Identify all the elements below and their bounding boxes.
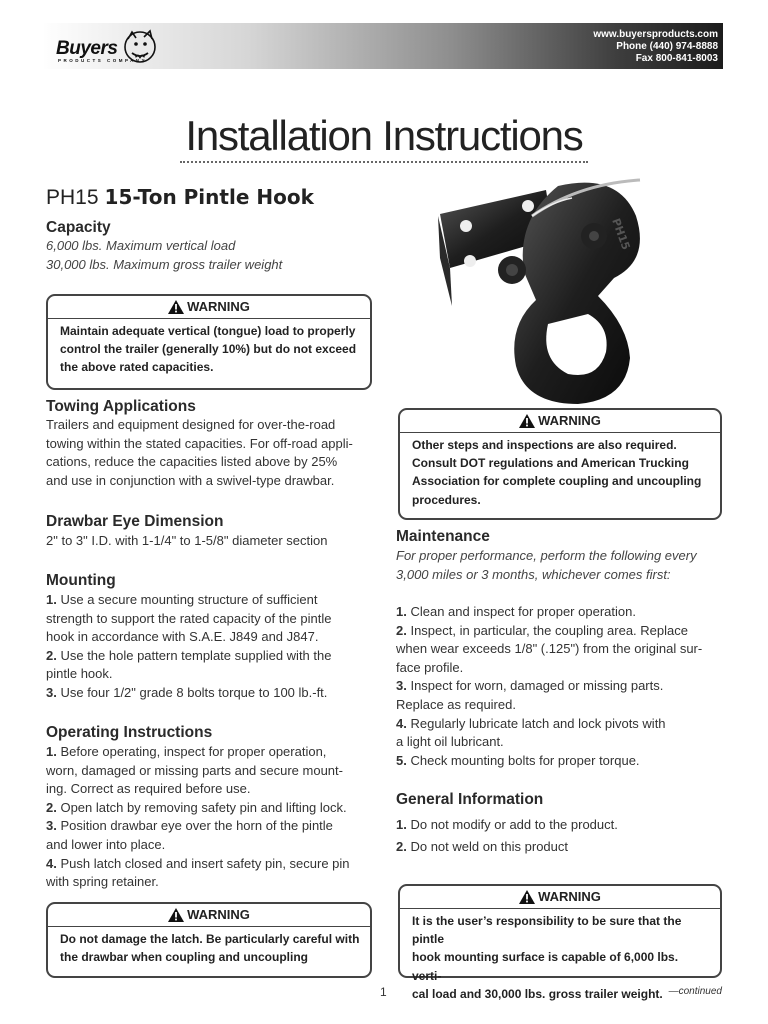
warning-box-latch <box>46 902 372 978</box>
warning-header <box>400 886 720 909</box>
warning-line: Consult DOT regulations and American Trucking <box>412 456 689 471</box>
list-item-line: face profile. <box>396 659 464 675</box>
page-number: 1 <box>380 985 387 999</box>
warning-line: It is the user’s responsibility to be sure that the pintle <box>412 914 682 947</box>
towing-line: towing within the stated capacities. For off-road appli- <box>46 435 353 451</box>
list-item: 1. Do not modify or add to the product. <box>396 817 618 832</box>
contact-info <box>593 29 718 65</box>
model-code: PH15 <box>46 186 99 209</box>
pintle-hook-photo <box>428 176 688 408</box>
phone-number: Phone (440) 974-8888 <box>616 41 718 52</box>
warning-line: cal load and 30,000 lbs. gross trailer weight. <box>412 986 663 1001</box>
operating-heading: Operating Instructions <box>46 724 213 741</box>
list-item-line: strength to support the rated capacity of the pintle <box>46 610 332 626</box>
towing-text <box>46 416 353 490</box>
list-item-line: and lower into place. <box>46 836 166 852</box>
list-item: 1. Use a secure mounting structure of sufficient <box>46 592 318 607</box>
maintenance-intro <box>396 547 697 584</box>
warning-label: WARNING <box>187 907 250 922</box>
warning-line: Maintain adequate vertical (tongue) load to properly <box>60 324 356 338</box>
warning-triangle-icon <box>519 414 535 428</box>
warning-header <box>48 296 370 319</box>
drawbar-text: 2" to 3" I.D. with 1-1/4" to 1-5/8" diameter section <box>46 533 328 548</box>
logo-subtext: PRODUCTS COMPANY <box>58 58 148 63</box>
list-item-line: ing. Correct as required before use. <box>46 781 251 797</box>
list-item: 4. Regularly lubricate latch and lock pivots with <box>396 715 666 731</box>
fax-number: Fax 800-841-8003 <box>635 53 718 64</box>
warning-triangle-icon <box>519 890 535 904</box>
warning-line: control the trailer (generally 10%) but do not exceed <box>60 342 357 357</box>
warning-text <box>48 927 370 970</box>
warning-line: hook mounting surface is capable of 6,000 lbs. verti- <box>412 950 679 983</box>
towing-line: and use in conjunction with a swivel-type drawbar. <box>46 472 335 488</box>
warning-header <box>48 904 370 927</box>
towing-line: cations, reduce the capacities listed above by 25% <box>46 454 338 470</box>
list-item: 3. Position drawbar eye over the horn of the pintle <box>46 818 333 834</box>
maintenance-steps <box>396 603 702 770</box>
mounting-heading: Mounting <box>46 572 116 589</box>
list-item: 3. Inspect for worn, damaged or missing parts. <box>396 678 664 694</box>
warning-triangle-icon <box>168 300 184 314</box>
operating-steps <box>46 743 350 892</box>
list-item-line: Replace as required. <box>396 696 516 712</box>
list-item: 2. Do not weld on this product <box>396 838 569 854</box>
logo-text: Buyers <box>56 38 118 59</box>
warning-triangle-icon <box>168 908 184 922</box>
capacity-line: 6,000 lbs. Maximum vertical load <box>46 238 236 253</box>
list-item-line: with spring retainer. <box>46 874 159 890</box>
warning-text <box>48 319 370 381</box>
maintenance-heading: Maintenance <box>396 528 490 545</box>
model-line <box>46 185 314 210</box>
warning-line: the above rated capacities. <box>60 360 214 375</box>
list-item-line: when wear exceeds 1/8" (.125") from the original sur- <box>396 641 703 657</box>
towing-heading: Towing Applications <box>46 398 196 415</box>
list-item-line: hook in accordance with S.A.E. J849 and J847. <box>46 629 319 645</box>
warning-header <box>400 410 720 433</box>
warning-text <box>400 433 720 513</box>
continued-label: —continued <box>668 986 722 997</box>
list-item: 2. Use the hole pattern template supplied with the <box>46 647 332 663</box>
model-name: 15-Ton Pintle Hook <box>104 185 314 209</box>
list-item: 3. Use four 1/2" grade 8 bolts torque to 100 lb.-ft. <box>46 684 328 700</box>
list-item: 4. Push latch closed and insert safety pin, secure pin <box>46 855 350 871</box>
intro-line: For proper performance, perform the following every <box>396 548 697 563</box>
list-item: 2. Inspect, in particular, the coupling area. Replace <box>396 622 688 638</box>
warning-line: procedures. <box>412 492 481 507</box>
list-item-line: pintle hook. <box>46 666 113 682</box>
capacity-text <box>46 237 282 274</box>
website-link[interactable]: www.buyersproducts.com <box>593 29 718 40</box>
list-item: 2. Open latch by removing safety pin and lifting lock. <box>46 799 347 815</box>
warning-line: the drawbar when coupling and uncoupling <box>60 950 308 965</box>
list-item: 1. Before operating, inspect for proper operation, <box>46 744 327 759</box>
towing-line: Trailers and equipment designed for over-the-road <box>46 417 336 432</box>
mounting-steps <box>46 591 331 703</box>
warning-line: Association for complete coupling and uncoupling <box>412 474 702 489</box>
warning-box-capacity <box>46 294 372 390</box>
svg-text:PH15: PH15 <box>609 216 633 252</box>
general-heading: General Information <box>396 791 544 808</box>
list-item-line: a light oil lubricant. <box>396 734 504 750</box>
capacity-heading: Capacity <box>46 219 111 236</box>
list-item: 5. Check mounting bolts for proper torque. <box>396 752 640 768</box>
warning-box-dot <box>398 408 722 520</box>
list-item: 1. Clean and inspect for proper operation. <box>396 604 636 619</box>
warning-line: Do not damage the latch. Be particularly careful with <box>60 932 360 946</box>
list-item-line: worn, damaged or missing parts and secure mount- <box>46 762 343 778</box>
capacity-line: 30,000 lbs. Maximum gross trailer weight <box>46 256 283 272</box>
warning-line: Other steps and inspections are also required. <box>412 438 677 452</box>
intro-line: 3,000 miles or 3 months, whichever comes first: <box>396 566 671 582</box>
warning-label: WARNING <box>538 413 601 428</box>
warning-label: WARNING <box>538 889 601 904</box>
drawbar-heading: Drawbar Eye Dimension <box>46 513 224 530</box>
page-title: Installation Instructions <box>185 112 583 159</box>
title-divider <box>180 161 588 163</box>
warning-label: WARNING <box>187 299 250 314</box>
general-steps <box>396 814 618 857</box>
